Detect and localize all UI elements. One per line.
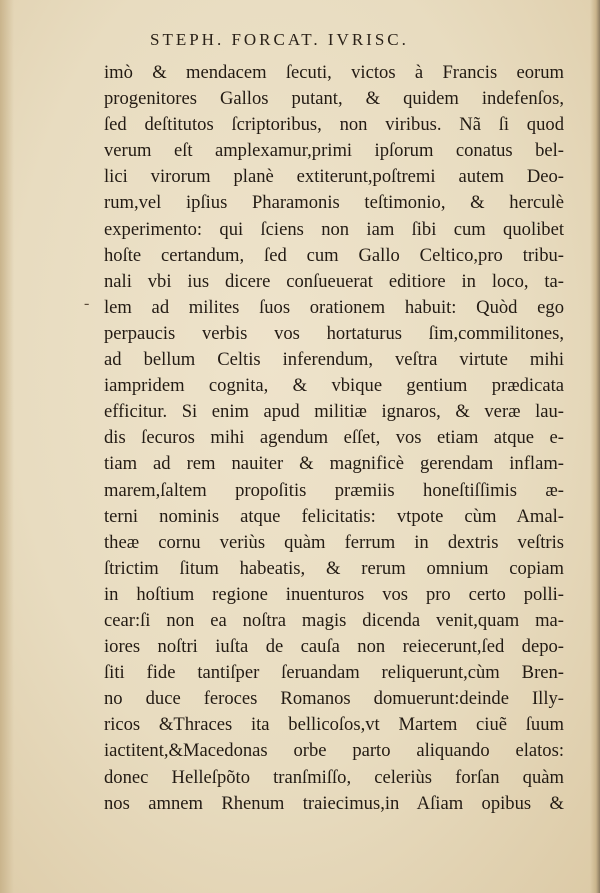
text-line: in hoſtium regione inuenturos vos pro certo polli- (104, 583, 564, 605)
text-line: progenitores Gallos putant, & quidem indefenſos, (104, 88, 564, 110)
text-line: ſtrictim ſitum habeatis, & rerum omnium copiam (104, 557, 564, 579)
text-line: ricos &Thraces ita bellicoſos,vt Martem ciuẽ ſuum (104, 714, 564, 736)
page-edge-shadow-right (590, 0, 600, 893)
text-line: iores noſtri iuſta de cauſa non reiecerunt,ſed depo- (104, 636, 564, 658)
text-line: terni nominis atque felicitatis: vtpote cùm Amal- (104, 505, 564, 527)
text-line: rum,vel ipſius Pharamonis teſtimonio, & herculè (104, 192, 564, 214)
running-head: STEPH. FORCAT. IVRISC. (150, 30, 409, 49)
text-line: lici virorum planè extiterunt,poſtremi autem Deo- (104, 166, 564, 188)
text-line: no duce feroces Romanos domuerunt:deinde Illy- (104, 688, 564, 710)
text-line: efficitur. Si enim apud militiæ ignaros, & veræ lau- (104, 401, 564, 423)
text-line: theæ cornu veriùs quàm ferrum in dextris veſtris (104, 531, 564, 553)
page-edge-shadow-left (0, 0, 14, 893)
text-line: lem ad milites ſuos orationem habuit: Quòd ego (104, 296, 564, 318)
margin-mark: - (84, 295, 90, 312)
text-line: nali vbi ius dicere conſueuerat editiore in loco, ta- (104, 270, 564, 292)
text-line: verum eſt amplexamur,primi ipſorum conatus bel- (104, 140, 564, 162)
text-line: experimento: qui ſciens non iam ſibi cum quolibet (104, 218, 564, 240)
text-line: imò & mendacem ſecuti, victos à Francis eorum (104, 62, 564, 83)
text-line: dis ſecuros mihi agendum eſſet, vos etiam atque e- (104, 427, 564, 449)
text-line: cear:ſi non ea noſtra magis dicenda venit,quam ma- (104, 609, 564, 631)
text-line: ſed deſtitutos ſcriptoribus, non viribus. Nã ſi quod (104, 114, 564, 136)
text-line: tiam ad rem nauiter & magnificè gerendam inflam- (104, 453, 564, 475)
text-block (104, 60, 564, 817)
text-line: donec Helleſpõto tranſmiſſo, celeriùs forſan quàm (104, 766, 564, 788)
text-line: nos amnem Rhenum traiecimus,in Aſiam opibus & (104, 792, 564, 814)
text-line: ad bellum Celtis inferendum, veſtra virtute mihi (104, 349, 564, 371)
text-line: iampridem cognita, & vbique gentium prædicata (104, 375, 564, 397)
text-line: hoſte certandum, ſed cum Gallo Celtico,pro tribu- (104, 244, 564, 266)
text-line: perpaucis verbis vos hortaturus ſim,commilitones, (104, 322, 564, 344)
text-line: ſiti fide tantiſper ſeruandam reliquerunt,cùm Bren- (104, 662, 564, 684)
text-line: marem,ſaltem propoſitis præmiis honeſtiſſimis æ- (104, 479, 564, 501)
text-line: iactitent,&Macedonas orbe parto aliquando elatos: (104, 740, 564, 762)
